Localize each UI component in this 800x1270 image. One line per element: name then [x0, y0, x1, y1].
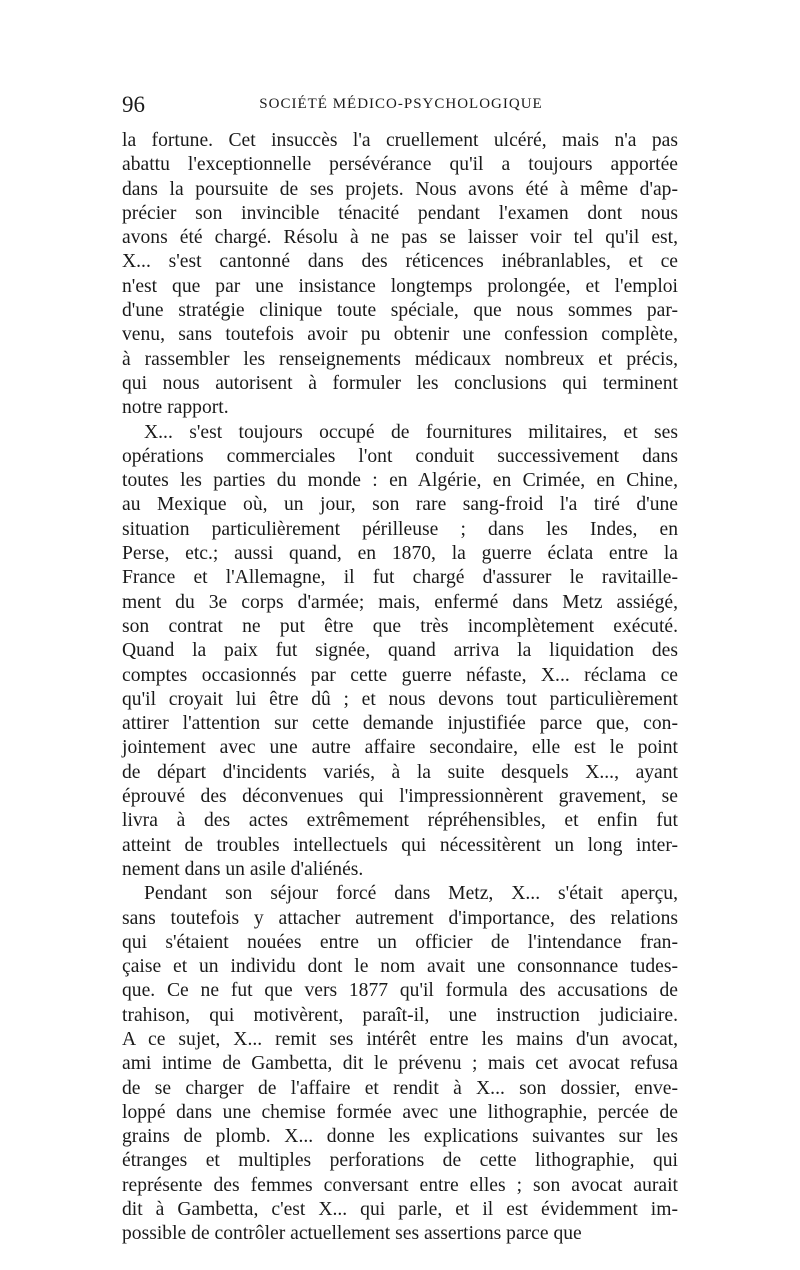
- text-line: qui nous autorisent à formuler les conclusions qui terminent: [122, 372, 678, 394]
- text-line: Pendant son séjour forcé dans Metz, X... s'était aperçu,: [144, 883, 678, 905]
- text-line: possible de contrôler actuellement ses assertions parce que: [122, 1223, 582, 1245]
- paragraph: [122, 129, 678, 421]
- text-line: dans la poursuite de ses projets. Nous avons été à même d'ap-: [122, 178, 678, 200]
- text-line: la fortune. Cet insuccès l'a cruellement ulcéré, mais n'a pas: [122, 130, 678, 151]
- text-line: de se charger de l'affaire et rendit à X... son dossier, enve-: [122, 1077, 678, 1099]
- text-line: précier son invincible ténacité pendant l'examen dont nous: [122, 202, 678, 224]
- text-line: à rassembler les renseignements médicaux nombreux et précis,: [122, 348, 678, 370]
- text-line: nement dans un asile d'aliénés.: [122, 858, 364, 880]
- text-line: çaise et un individu dont le nom avait une consonnance tudes-: [122, 956, 678, 978]
- text-line: d'une stratégie clinique toute spéciale, que nous sommes par-: [122, 300, 678, 322]
- page-body: [122, 129, 678, 1247]
- text-line: abattu l'exceptionnelle persévérance qu'il a toujours apportée: [122, 154, 678, 176]
- running-head: SOCIÉTÉ MÉDICO-PSYCHOLOGIQUE: [259, 96, 543, 112]
- text-line: toutes les parties du monde : en Algérie, en Crimée, en Chine,: [122, 470, 678, 492]
- text-line: de départ d'incidents variés, à la suite desquels X..., ayant: [122, 761, 678, 783]
- text-line: dit à Gambetta, c'est X... qui parle, et il est évidemment im-: [122, 1199, 678, 1221]
- text-line: venu, sans toutefois avoir pu obtenir une confession complète,: [122, 324, 678, 346]
- text-line: atteint de troubles intellectuels qui nécessitèrent un long inter-: [122, 834, 678, 856]
- text-line: situation particulièrement périlleuse ; dans les Indes, en: [122, 518, 678, 540]
- text-line: ment du 3e corps d'armée; mais, enfermé dans Metz assiégé,: [122, 591, 678, 613]
- text-line: France et l'Allemagne, il fut chargé d'assurer le ravitaille-: [122, 567, 678, 589]
- page-number: 96: [122, 92, 145, 117]
- text-line: sans toutefois y attacher autrement d'importance, des relations: [122, 907, 678, 929]
- paragraph: [122, 421, 678, 883]
- text-line: au Mexique où, un jour, son rare sang-froid l'a tiré d'une: [122, 494, 678, 516]
- text-line: qu'il croyait lui être dû ; et nous devons tout particulièrement: [122, 688, 678, 710]
- text-line: X... s'est toujours occupé de fournitures militaires, et ses: [144, 421, 678, 443]
- paragraph: [122, 882, 678, 1246]
- text-line: trahison, qui motivèrent, paraît-il, une instruction judiciaire.: [122, 1004, 678, 1026]
- text-line: grains de plomb. X... donne les explications suivantes sur les: [122, 1126, 678, 1148]
- text-line: notre rapport.: [122, 397, 229, 419]
- text-line: étranges et multiples perforations de cette lithographie, qui: [122, 1150, 678, 1172]
- text-line: Perse, etc.; aussi quand, en 1870, la guerre éclata entre la: [122, 543, 678, 565]
- text-line: ami intime de Gambetta, dit le prévenu ; mais cet avocat refusa: [122, 1053, 678, 1075]
- text-line: Quand la paix fut signée, quand arriva la liquidation des: [122, 640, 678, 662]
- text-line: X... s'est cantonné dans des réticences inébranlables, et ce: [122, 251, 678, 273]
- text-line: n'est que par une insistance longtemps prolongée, et l'emploi: [122, 275, 678, 297]
- page-header: [122, 92, 680, 120]
- text-line: opérations commerciales l'ont conduit successivement dans: [122, 445, 678, 467]
- text-line: avons été chargé. Résolu à ne pas se laisser voir tel qu'il est,: [122, 227, 678, 249]
- text-line: éprouvé des déconvenues qui l'impressionnèrent gravement, se: [122, 786, 678, 808]
- text-line: qui s'étaient nouées entre un officier de l'intendance fran-: [122, 931, 678, 953]
- text-line: comptes occasionnés par cette guerre néfaste, X... réclama ce: [122, 664, 678, 686]
- text-line: A ce sujet, X... remit ses intérêt entre les mains d'un avocat,: [122, 1028, 678, 1050]
- text-line: que. Ce ne fut que vers 1877 qu'il formula des accusations de: [122, 980, 678, 1002]
- text-line: représente des femmes conversant entre elles ; son avocat aurait: [122, 1174, 678, 1196]
- text-line: jointement avec une autre affaire secondaire, elle est le point: [122, 737, 678, 759]
- text-line: attirer l'attention sur cette demande injustifiée parce que, con-: [122, 713, 678, 735]
- text-line: loppé dans une chemise formée avec une lithographie, percée de: [122, 1101, 678, 1123]
- text-line: livra à des actes extrêmement répréhensibles, et enfin fut: [122, 810, 678, 832]
- text-line: son contrat ne put être que très incomplètement exécuté.: [122, 615, 678, 637]
